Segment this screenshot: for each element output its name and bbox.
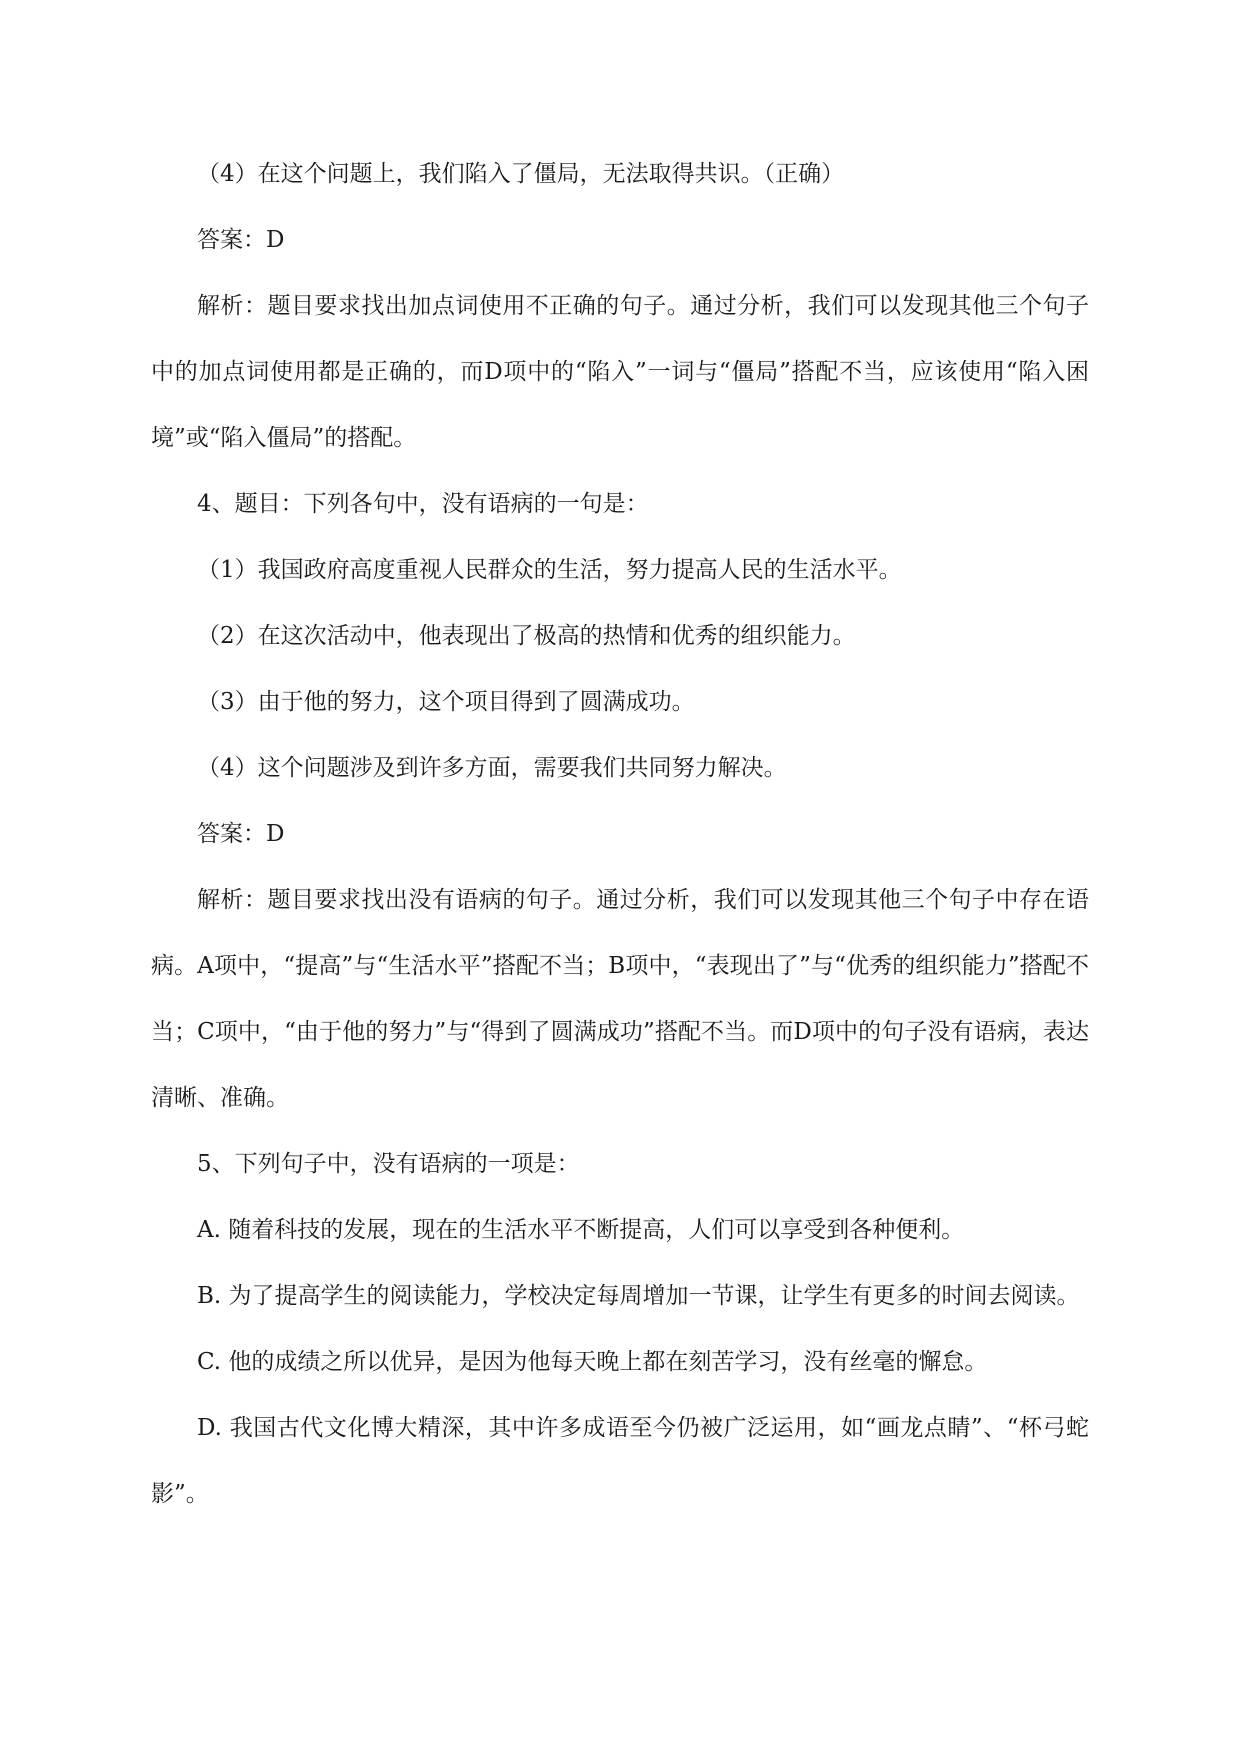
question-5-option-a: A. 随着科技的发展，现在的生活水平不断提高，人们可以享受到各种便利。 [197,1217,965,1243]
question-4-title: 4、题目：下列各句中，没有语病的一句是： [197,491,649,517]
question-5-option-c: C. 他的成绩之所以优异，是因为他每天晚上都在刻苦学习，没有丝毫的懈怠。 [197,1349,988,1375]
question-3-analysis: 解析：题目要求找出加点词使用不正确的句子。通过分析，我们可以发现其他三个句子中的加点词使用都是正确的，而D项中的“陷入”一词与“僵局”搭配不当，应该使用“陷入困境”或“陷入僵局”的搭配。 [151,293,1089,451]
question-5-option-d: D. 我国古代文化博大精深，其中许多成语至今仍被广泛运用，如“画龙点睛”、“杯弓蛇影”。 [151,1415,1089,1507]
question-4-analysis: 解析：题目要求找出没有语病的句子。通过分析，我们可以发现其他三个句子中存在语病。A项中，“提高”与“生活水平”搭配不当；B项中，“表现出了”与“优秀的组织能力”搭配不当；C项中，“由于他的努力”与“得到了圆满成功”搭配不当。而D项中的句子没有语病，表达清晰、准确。 [151,887,1089,1111]
question-3-answer: 答案：D [197,227,285,253]
question-3-option-4: （4）在这个问题上，我们陷入了僵局，无法取得共识。（正确） [197,161,845,187]
document-page [151,141,1089,1527]
question-5-option-b: B. 为了提高学生的阅读能力，学校决定每周增加一节课，让学生有更多的时间去阅读。 [197,1283,1080,1309]
question-4-option-2: （2）在这次活动中，他表现出了极高的热情和优秀的组织能力。 [197,623,856,649]
question-4-answer: 答案：D [197,821,285,847]
question-4-option-3: （3）由于他的努力，这个项目得到了圆满成功。 [197,689,695,715]
question-4-option-1: （1）我国政府高度重视人民群众的生活，努力提高人民的生活水平。 [197,557,902,583]
question-5-title: 5、下列句子中，没有语病的一项是： [197,1151,580,1177]
question-4-option-4: （4）这个问题涉及到许多方面，需要我们共同努力解决。 [197,755,787,781]
